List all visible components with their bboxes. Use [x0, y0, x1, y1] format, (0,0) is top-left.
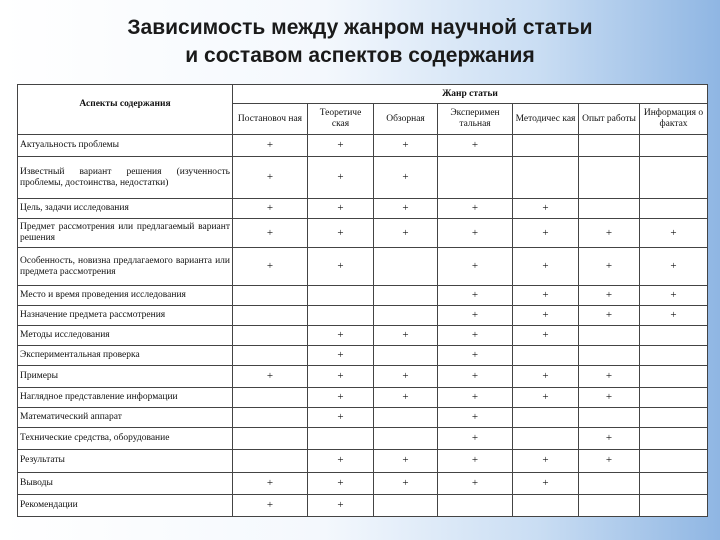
- mark-cell: +: [438, 450, 513, 472]
- table-row: [18, 199, 708, 219]
- mark-cell: [579, 472, 640, 494]
- mark-cell: [513, 157, 579, 199]
- mark-cell: [579, 325, 640, 345]
- mark-cell: +: [308, 472, 374, 494]
- table-row: [18, 388, 708, 408]
- mark-cell: [233, 428, 308, 450]
- genre-column-header: Теоретиче ская: [308, 104, 374, 135]
- mark-cell: [640, 345, 708, 365]
- mark-cell: +: [640, 285, 708, 305]
- mark-cell: +: [374, 135, 438, 157]
- mark-cell: [579, 345, 640, 365]
- table-row: [18, 219, 708, 248]
- mark-cell: +: [438, 325, 513, 345]
- mark-cell: +: [579, 428, 640, 450]
- mark-cell: [640, 472, 708, 494]
- table-row: [18, 472, 708, 494]
- table-row: [18, 285, 708, 305]
- mark-cell: [640, 428, 708, 450]
- mark-cell: [438, 157, 513, 199]
- mark-cell: +: [233, 135, 308, 157]
- mark-cell: [640, 199, 708, 219]
- table-row: [18, 135, 708, 157]
- mark-cell: [374, 494, 438, 516]
- mark-cell: [308, 285, 374, 305]
- mark-cell: +: [374, 325, 438, 345]
- mark-cell: +: [374, 472, 438, 494]
- mark-cell: +: [513, 219, 579, 248]
- mark-cell: +: [513, 285, 579, 305]
- mark-cell: +: [438, 285, 513, 305]
- mark-cell: [374, 345, 438, 365]
- aspect-cell: Экспериментальная проверка: [18, 345, 233, 365]
- table-row: [18, 345, 708, 365]
- mark-cell: +: [374, 199, 438, 219]
- mark-cell: +: [513, 199, 579, 219]
- mark-cell: [579, 135, 640, 157]
- mark-cell: [438, 494, 513, 516]
- mark-cell: +: [308, 199, 374, 219]
- mark-cell: +: [374, 388, 438, 408]
- mark-cell: [233, 388, 308, 408]
- mark-cell: [513, 428, 579, 450]
- mark-cell: +: [374, 157, 438, 199]
- mark-cell: [233, 325, 308, 345]
- mark-cell: +: [640, 219, 708, 248]
- aspect-cell: Рекомендации: [18, 494, 233, 516]
- aspect-cell: Примеры: [18, 365, 233, 387]
- mark-cell: +: [513, 450, 579, 472]
- mark-cell: [374, 428, 438, 450]
- mark-cell: [374, 408, 438, 428]
- aspect-cell: Методы исследования: [18, 325, 233, 345]
- mark-cell: [640, 408, 708, 428]
- mark-cell: +: [513, 248, 579, 286]
- mark-cell: [233, 285, 308, 305]
- mark-cell: +: [374, 365, 438, 387]
- mark-cell: [308, 305, 374, 325]
- mark-cell: [579, 408, 640, 428]
- genre-aspect-table: [17, 84, 708, 517]
- mark-cell: +: [438, 408, 513, 428]
- mark-cell: +: [438, 305, 513, 325]
- mark-cell: +: [579, 219, 640, 248]
- mark-cell: +: [513, 388, 579, 408]
- table-row: [18, 450, 708, 472]
- mark-cell: [513, 494, 579, 516]
- aspect-cell: Предмет рассмотрения или предлагаемый вариант решения: [18, 219, 233, 248]
- mark-cell: [640, 135, 708, 157]
- mark-cell: +: [579, 450, 640, 472]
- aspect-column-header: Аспекты содержания: [18, 85, 233, 135]
- aspect-cell: Цель, задачи исследования: [18, 199, 233, 219]
- mark-cell: +: [233, 365, 308, 387]
- mark-cell: [640, 157, 708, 199]
- mark-cell: +: [438, 388, 513, 408]
- mark-cell: [374, 305, 438, 325]
- genre-column-header: Эксперимен тальная: [438, 104, 513, 135]
- mark-cell: +: [513, 472, 579, 494]
- mark-cell: +: [308, 248, 374, 286]
- mark-cell: +: [513, 325, 579, 345]
- table-row: [18, 494, 708, 516]
- mark-cell: [579, 494, 640, 516]
- mark-cell: +: [308, 345, 374, 365]
- mark-cell: +: [308, 450, 374, 472]
- mark-cell: +: [233, 248, 308, 286]
- mark-cell: +: [233, 494, 308, 516]
- mark-cell: +: [438, 248, 513, 286]
- mark-cell: +: [233, 199, 308, 219]
- mark-cell: +: [308, 219, 374, 248]
- mark-cell: [640, 388, 708, 408]
- mark-cell: +: [308, 388, 374, 408]
- aspect-cell: Особенность, новизна предлагаемого варианта или предмета рассмотрения: [18, 248, 233, 286]
- aspect-cell: Математический аппарат: [18, 408, 233, 428]
- genre-column-header: Постановоч ная: [233, 104, 308, 135]
- genre-group-header: Жанр статьи: [233, 85, 708, 104]
- mark-cell: +: [438, 365, 513, 387]
- aspect-cell: Результаты: [18, 450, 233, 472]
- mark-cell: [374, 248, 438, 286]
- mark-cell: [579, 199, 640, 219]
- mark-cell: +: [308, 157, 374, 199]
- table-row: [18, 325, 708, 345]
- mark-cell: +: [579, 365, 640, 387]
- aspect-cell: Назначение предмета рассмотрения: [18, 305, 233, 325]
- mark-cell: +: [579, 388, 640, 408]
- header-row-genre: [18, 85, 708, 104]
- mark-cell: [640, 494, 708, 516]
- mark-cell: +: [308, 135, 374, 157]
- mark-cell: +: [438, 199, 513, 219]
- mark-cell: +: [308, 325, 374, 345]
- mark-cell: +: [640, 305, 708, 325]
- mark-cell: [374, 285, 438, 305]
- aspect-cell: Известный вариант решения (изученность проблемы, достоинства, недостатки): [18, 157, 233, 199]
- mark-cell: [233, 408, 308, 428]
- mark-cell: [513, 135, 579, 157]
- aspect-cell: Актуальность проблемы: [18, 135, 233, 157]
- mark-cell: +: [308, 408, 374, 428]
- mark-cell: +: [513, 365, 579, 387]
- genre-aspect-table-container: [17, 84, 707, 517]
- aspect-cell: Выводы: [18, 472, 233, 494]
- mark-cell: +: [308, 494, 374, 516]
- mark-cell: +: [233, 472, 308, 494]
- mark-cell: +: [233, 219, 308, 248]
- mark-cell: +: [308, 365, 374, 387]
- title-line-2: и составом аспектов содержания: [185, 44, 535, 67]
- mark-cell: +: [438, 428, 513, 450]
- genre-column-header: Информация о фактах: [640, 104, 708, 135]
- mark-cell: [233, 450, 308, 472]
- slide-title: [0, 14, 720, 70]
- mark-cell: +: [579, 285, 640, 305]
- mark-cell: [233, 305, 308, 325]
- mark-cell: +: [579, 305, 640, 325]
- genre-column-header: Обзорная: [374, 104, 438, 135]
- table-row: [18, 408, 708, 428]
- mark-cell: [513, 408, 579, 428]
- mark-cell: [640, 325, 708, 345]
- aspect-cell: Место и время проведения исследования: [18, 285, 233, 305]
- mark-cell: +: [640, 248, 708, 286]
- title-line-1: Зависимость между жанром научной статьи: [127, 16, 593, 39]
- mark-cell: [308, 428, 374, 450]
- mark-cell: +: [579, 248, 640, 286]
- table-row: [18, 305, 708, 325]
- table-row: [18, 248, 708, 286]
- mark-cell: +: [438, 135, 513, 157]
- mark-cell: +: [513, 305, 579, 325]
- mark-cell: [513, 345, 579, 365]
- table-body: [18, 135, 708, 517]
- mark-cell: +: [438, 472, 513, 494]
- mark-cell: [233, 345, 308, 365]
- table-row: [18, 365, 708, 387]
- aspect-cell: Наглядное представление информации: [18, 388, 233, 408]
- mark-cell: [579, 157, 640, 199]
- genre-column-header: Методичес кая: [513, 104, 579, 135]
- mark-cell: +: [438, 219, 513, 248]
- table-row: [18, 157, 708, 199]
- mark-cell: +: [374, 450, 438, 472]
- mark-cell: +: [438, 345, 513, 365]
- mark-cell: +: [233, 157, 308, 199]
- aspect-cell: Технические средства, оборудование: [18, 428, 233, 450]
- table-row: [18, 428, 708, 450]
- mark-cell: [640, 450, 708, 472]
- mark-cell: +: [374, 219, 438, 248]
- genre-column-header: Опыт работы: [579, 104, 640, 135]
- mark-cell: [640, 365, 708, 387]
